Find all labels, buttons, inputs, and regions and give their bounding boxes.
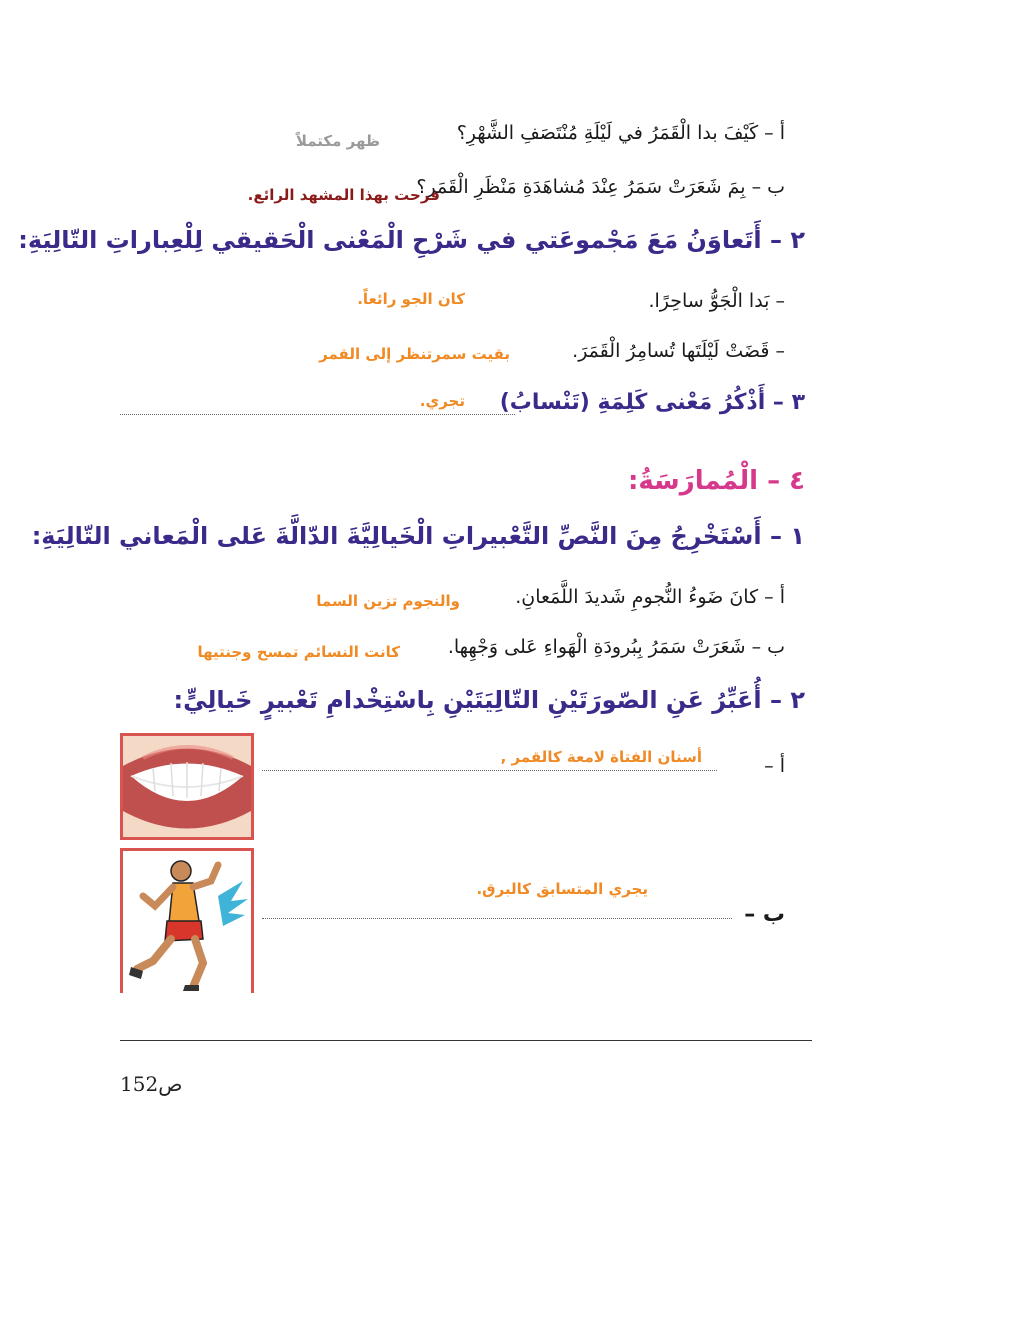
practice-2a-answer-line (262, 770, 717, 771)
smile-icon (123, 736, 251, 837)
page-number: ص152 (120, 1072, 183, 1096)
question-1b-answer: فرحت بهذا المشهد الرائع. (247, 186, 440, 204)
practice-2a-answer: أسنان الفتاة لامعة كالقمر , (500, 748, 702, 766)
practice-2b-label: ب – (744, 902, 785, 927)
section-4-title: ٤ – الْمُمارَسَةُ: (628, 466, 805, 496)
question-1a-label: أ – كَيْفَ بدا الْقَمَرُ في لَيْلَةِ مُنْتَصَفِ الشَّهْرِ؟ (456, 122, 785, 144)
practice-1-title: ١ – أَسْتَخْرِجُ مِنَ النَّصِّ التَّعْبيراتِ الْخَيالِيَّةَ الدّالَّةَ عَلى الْمَعاني التّالِيَةِ: (31, 522, 805, 550)
footer-divider (120, 1040, 812, 1041)
smile-image (120, 733, 254, 840)
question-1b-label: ب – بِمَ شَعَرَتْ سَمَرُ عِنْدَ مُشاهَدَةِ مَنْظَرِ الْقَمَرِ؟ (416, 176, 785, 198)
question-2-item1-label: – بَدا الْجَوُّ ساحِرًا. (648, 290, 785, 312)
practice-1a-label: أ – كانَ ضَوءُ النُّجومِ شَديدَ اللَّمَعانِ. (515, 586, 785, 608)
question-2-item2-answer: بقيت سمرتنظر إلى القمر (319, 345, 510, 363)
practice-2-title: ٢ – أُعَبِّرُ عَنِ الصّورَتَيْنِ التّالِيَتَيْنِ بِاسْتِخْدامِ تَعْبيرٍ خَيالِيٍّ: (173, 686, 805, 714)
question-2-title: ٢ – أَتَعاوَنُ مَعَ مَجْموعَتي في شَرْحِ الْمَعْنى الْحَقيقي لِلْعِباراتِ التّالِيَةِ: (18, 226, 805, 254)
question-1a-answer: ظهر مكتملاً (295, 132, 380, 150)
question-3-answer: تجري. (419, 392, 465, 410)
practice-1b-answer: كانت النسائم تمسح وجنتيها (197, 643, 400, 661)
question-3-title: ٣ – أَذْكُرُ مَعْنى كَلِمَةِ (تَنْسابُ) (499, 390, 805, 415)
runner-icon (123, 851, 251, 993)
question-2-item2-label: – قَضَتْ لَيْلَتَها تُسامِرُ الْقَمَرَ. (572, 340, 785, 362)
practice-1b-label: ب – شَعَرَتْ سَمَرُ بِبُرودَةِ الْهَواءِ عَلى وَجْهِها. (447, 636, 785, 658)
question-2-item1-answer: كان الجو رائعاً. (357, 290, 465, 308)
practice-2b-answer-line (262, 918, 732, 919)
question-3-answer-line (120, 414, 515, 415)
runner-image (120, 848, 254, 993)
practice-1a-answer: والنجوم تزين السما (316, 592, 460, 610)
practice-2a-label: أ – (764, 755, 785, 777)
practice-2b-answer: يجري المتسابق كالبرق. (476, 880, 648, 898)
